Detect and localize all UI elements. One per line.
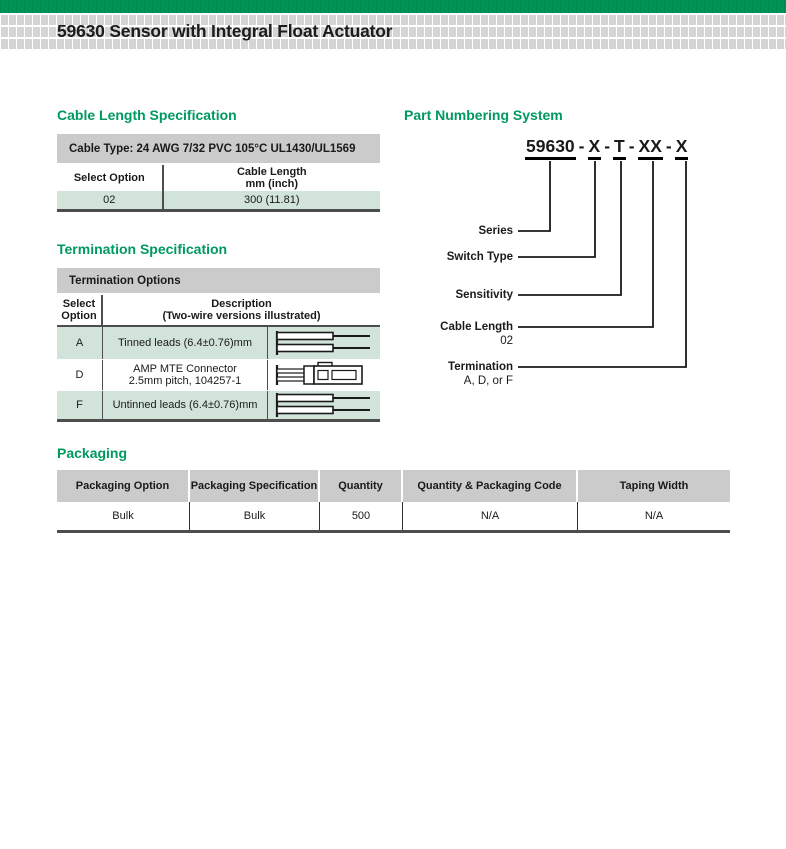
col-quantity: Quantity <box>320 470 403 502</box>
part-numbering-heading: Part Numbering System <box>404 107 563 123</box>
col-cable-length-line1: Cable Length <box>236 166 307 178</box>
col-taping-width: Taping Width <box>578 470 730 502</box>
part-number-separator: - <box>628 136 635 156</box>
description-a: Tinned leads (6.4±0.76)mm <box>103 327 268 359</box>
col-description <box>103 295 380 325</box>
col-option: Option <box>61 310 97 322</box>
part-number-cable-length: XX <box>638 136 663 160</box>
part-number-termination: X <box>675 136 689 160</box>
packaging-specification-value: Bulk <box>190 502 320 530</box>
col-description-line1: Description <box>211 298 272 310</box>
label-cable-length-options: 02 <box>500 335 513 347</box>
description-f: Untinned leads (6.4±0.76)mm <box>103 391 268 419</box>
cable-length-spec-heading: Cable Length Specification <box>57 107 237 123</box>
page-banner <box>0 0 786 50</box>
illustration-d <box>268 360 380 390</box>
description-d-line1: AMP MTE Connector <box>133 363 237 375</box>
col-quantity-packaging-code: Quantity & Packaging Code <box>403 470 578 502</box>
col-cable-length <box>164 165 380 191</box>
cable-length-value: 300 (11.81) <box>244 194 300 206</box>
option-d: D <box>57 360 103 390</box>
banner-green-bar <box>0 0 786 13</box>
illustration-f <box>268 391 380 419</box>
label-termination-options: A, D, or F <box>463 375 513 387</box>
packaging-table <box>57 470 730 533</box>
cable-option-value: 02 <box>57 191 164 209</box>
label-series: Series <box>478 225 513 237</box>
part-number-series: 59630 <box>525 136 576 160</box>
cable-table-column-headers <box>57 165 380 191</box>
packaging-heading: Packaging <box>57 445 128 461</box>
col-packaging-option: Packaging Option <box>57 470 190 502</box>
col-packaging-specification: Packaging Specification <box>190 470 320 502</box>
taping-width-value: N/A <box>644 510 664 522</box>
label-termination: Termination <box>448 361 513 373</box>
part-number-separator: - <box>665 136 672 156</box>
quantity-packaging-code-value: N/A <box>403 502 578 530</box>
option-f: F <box>57 391 103 419</box>
option-a: A <box>57 327 103 359</box>
col-select: Select <box>62 298 96 310</box>
termination-row-a <box>57 327 380 359</box>
col-cable-length-line2: mm (inch) <box>245 178 299 190</box>
description-d <box>103 360 268 390</box>
part-number-switch-type: X <box>588 136 602 160</box>
col-select-option <box>57 295 103 325</box>
termination-column-headers <box>57 295 380 327</box>
part-number-sensitivity: T <box>613 136 626 160</box>
packaging-row <box>57 502 730 530</box>
termination-spec-heading: Termination Specification <box>57 241 228 257</box>
part-number-separator: - <box>578 136 585 156</box>
untinned-leads-icon <box>274 392 374 418</box>
part-numbering-diagram <box>395 130 786 400</box>
termination-table <box>57 268 380 422</box>
label-sensitivity: Sensitivity <box>455 289 513 301</box>
termination-row-d <box>57 359 380 390</box>
cable-length-table <box>57 134 380 212</box>
amp-mte-connector-icon <box>274 361 374 389</box>
banner-title-band <box>0 13 786 50</box>
page-title: 59630 Sensor with Integral Float Actuator <box>57 21 393 41</box>
part-number-separator: - <box>604 136 611 156</box>
col-description-line2: (Two-wire versions illustrated) <box>162 310 321 322</box>
cable-table-row <box>57 191 380 209</box>
packaging-column-headers <box>57 470 730 502</box>
col-select-option: Select Option <box>57 165 164 191</box>
illustration-a <box>268 327 380 359</box>
packaging-option-value: Bulk <box>57 502 190 530</box>
description-d-line2: 2.5mm pitch, 104257-1 <box>128 375 242 387</box>
tinned-leads-icon <box>274 330 374 356</box>
termination-row-f <box>57 390 380 419</box>
label-cable-length: Cable Length <box>440 321 513 333</box>
cable-type-header: Cable Type: 24 AWG 7/32 PVC 105°C UL1430/UL1569 <box>57 134 380 165</box>
quantity-value: 500 <box>320 502 403 530</box>
part-number-connector-lines <box>395 130 786 400</box>
termination-options-header: Termination Options <box>57 268 380 295</box>
label-switch-type: Switch Type <box>446 251 513 263</box>
